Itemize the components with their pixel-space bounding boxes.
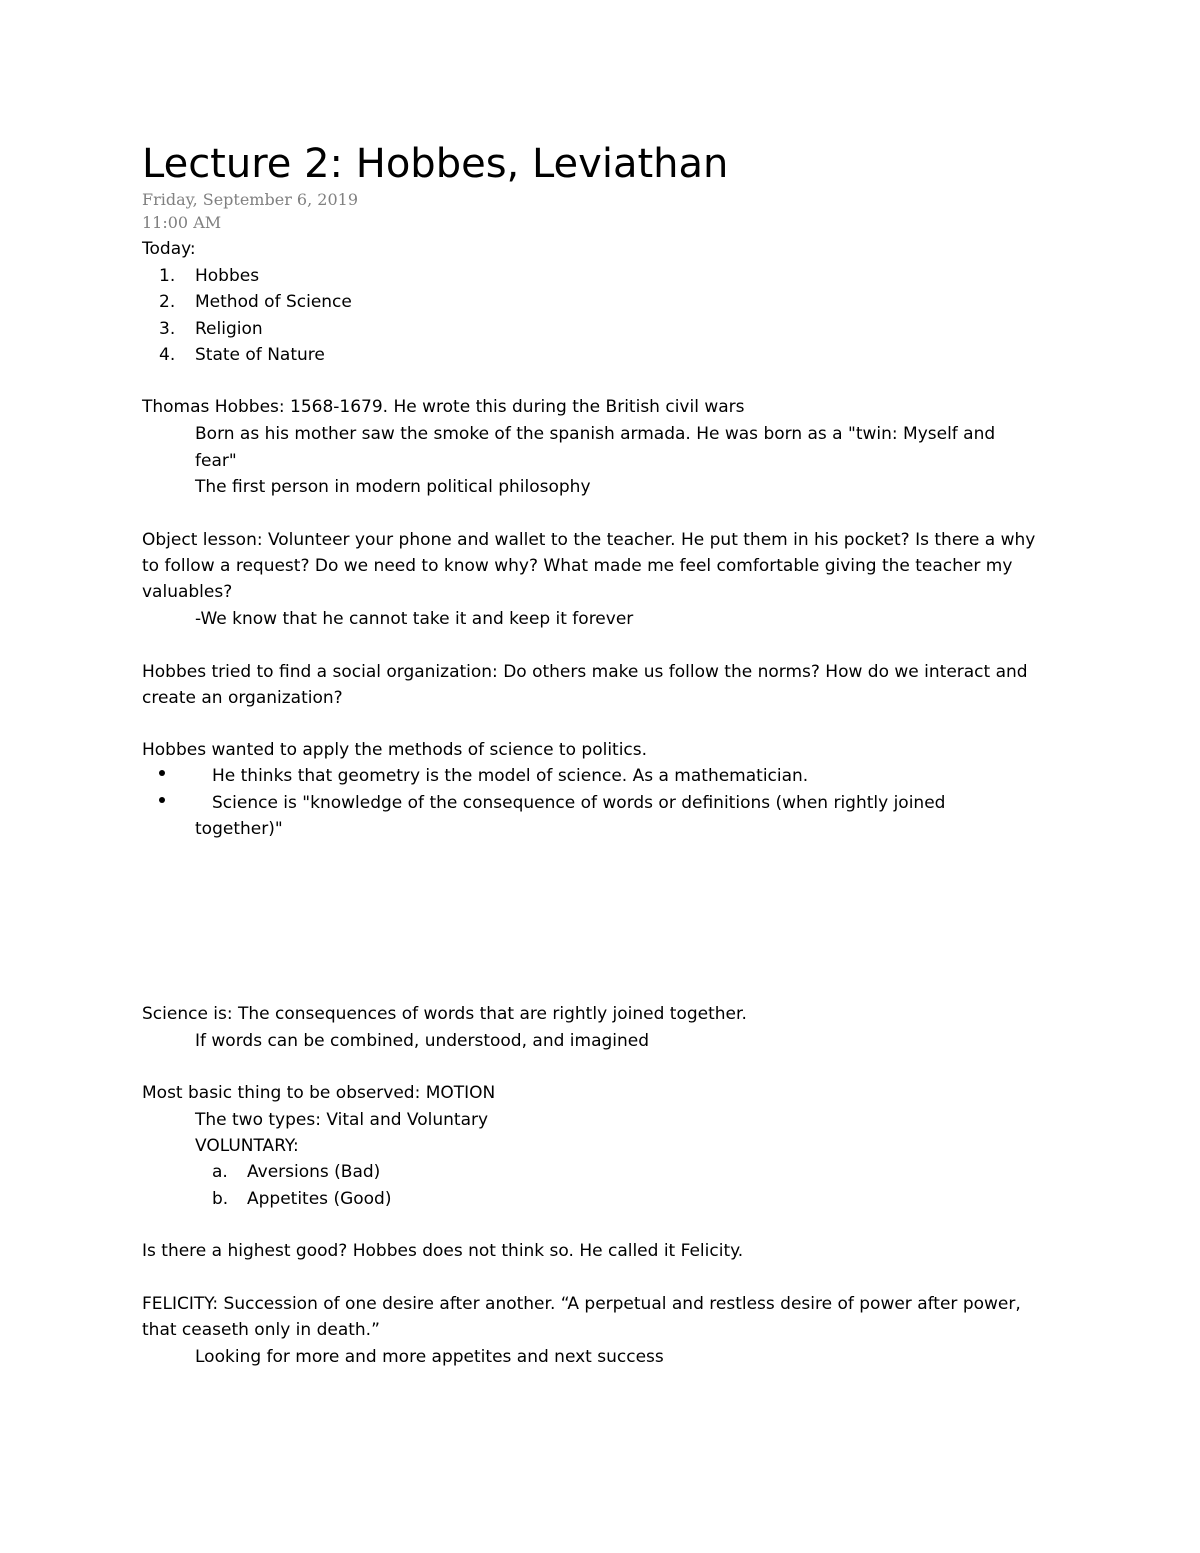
note-date: Friday, September 6, 2019 <box>142 190 358 209</box>
paragraph-line: Thomas Hobbes: 1568-1679. He wrote this during the British civil wars <box>142 397 745 417</box>
paragraph-line: FELICITY: Succession of one desire after another. “A perpetual and restless desire of power after power, <box>142 1294 1021 1314</box>
list-letter: b. <box>212 1189 229 1209</box>
indented-line: fear" <box>195 451 237 471</box>
indented-line: The two types: Vital and Voluntary <box>195 1110 489 1130</box>
list-number: 1. <box>159 266 176 286</box>
bullet-icon <box>159 797 165 803</box>
list-letter: a. <box>212 1162 228 1182</box>
note-time: 11:00 AM <box>142 213 222 232</box>
bullet-item-continuation: together)" <box>195 819 283 839</box>
today-label: Today: <box>142 239 196 259</box>
paragraph-line: Hobbes wanted to apply the methods of science to politics. <box>142 740 648 760</box>
page-title: Lecture 2: Hobbes, Leviathan <box>142 141 729 187</box>
indented-line: VOLUNTARY: <box>195 1136 299 1156</box>
paragraph-line: Hobbes tried to find a social organization: Do others make us follow the norms? How do we interact and <box>142 662 1028 682</box>
bullet-item: He thinks that geometry is the model of science. As a mathematician. <box>212 766 809 786</box>
paragraph-line: to follow a request? Do we need to know why? What made me feel comfortable giving the teacher my <box>142 556 1013 576</box>
bullet-item: Science is "knowledge of the consequence of words or definitions (when rightly joined <box>212 793 946 813</box>
bullet-icon <box>159 770 165 776</box>
paragraph-line: Science is: The consequences of words that are rightly joined together. <box>142 1004 747 1024</box>
paragraph-line: that ceaseth only in death.” <box>142 1320 380 1340</box>
indented-line: The first person in modern political philosophy <box>195 477 591 497</box>
paragraph-line: Is there a highest good? Hobbes does not think so. He called it Felicity. <box>142 1241 744 1261</box>
indented-line: If words can be combined, understood, and imagined <box>195 1031 650 1051</box>
paragraph-line: create an organization? <box>142 688 343 708</box>
list-item: Religion <box>195 319 263 339</box>
paragraph-line: Most basic thing to be observed: MOTION <box>142 1083 496 1103</box>
paragraph-line: valuables? <box>142 582 233 602</box>
paragraph-line: Object lesson: Volunteer your phone and wallet to the teacher. He put them in his pocket? Is there a why <box>142 530 1036 550</box>
list-item: Method of Science <box>195 292 352 312</box>
list-number: 4. <box>159 345 176 365</box>
indented-line: Born as his mother saw the smoke of the spanish armada. He was born as a "twin: Myself and <box>195 424 996 444</box>
list-item: Aversions (Bad) <box>247 1162 381 1182</box>
indented-line: -We know that he cannot take it and keep it forever <box>195 609 634 629</box>
list-item: State of Nature <box>195 345 325 365</box>
indented-line: Looking for more and more appetites and next success <box>195 1347 664 1367</box>
list-number: 2. <box>159 292 176 312</box>
list-item: Appetites (Good) <box>247 1189 392 1209</box>
list-number: 3. <box>159 319 176 339</box>
list-item: Hobbes <box>195 266 260 286</box>
